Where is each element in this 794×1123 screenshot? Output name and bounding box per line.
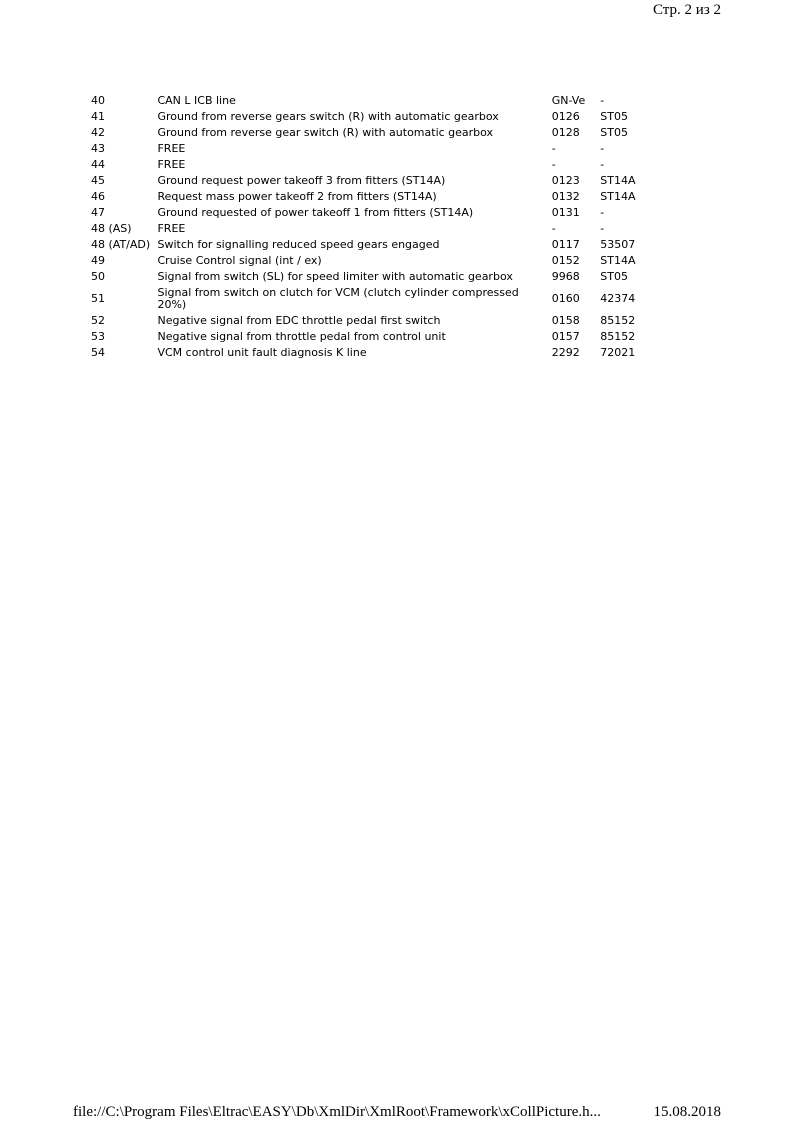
- table-row: [91, 285, 651, 313]
- pin-description: Signal from switch on clutch for VCM (clutch cylinder compressed 20%): [157, 286, 519, 311]
- connector-code: -: [600, 142, 605, 155]
- wire-code: 0117: [551, 238, 580, 251]
- table-row: [91, 205, 651, 221]
- pin-description: Cruise Control signal (int / ex): [157, 254, 322, 267]
- wire-code: 0123: [551, 174, 580, 187]
- connector-code: 85152: [600, 330, 636, 343]
- table-row: [91, 157, 651, 173]
- wire-code: -: [551, 222, 556, 235]
- connector-code: -: [600, 94, 605, 107]
- pin-number: 40: [91, 94, 105, 107]
- pin-number: 51: [91, 292, 105, 305]
- pin-description: Ground requested of power takeoff 1 from fitters (ST14A): [157, 206, 474, 219]
- connector-code: ST05: [600, 126, 628, 139]
- table-row: [91, 237, 651, 253]
- pin-number: 48 (AT/AD): [91, 238, 151, 251]
- connector-code: 53507: [600, 238, 636, 251]
- table-row: [91, 189, 651, 205]
- pin-description: FREE: [157, 222, 186, 235]
- table-row: [91, 173, 651, 189]
- table-row: [91, 313, 651, 329]
- print-date: 15.08.2018: [653, 1104, 721, 1120]
- table-row: [91, 109, 651, 125]
- pin-number: 43: [91, 142, 105, 155]
- pin-number: 46: [91, 190, 105, 203]
- connector-code: -: [600, 206, 605, 219]
- pin-description: VCM control unit fault diagnosis K line: [157, 346, 367, 359]
- wire-code: 0128: [551, 126, 580, 139]
- pin-description: FREE: [157, 158, 186, 171]
- wire-code: -: [551, 142, 556, 155]
- pin-description: Ground request power takeoff 3 from fitters (ST14A): [157, 174, 446, 187]
- connector-code: ST05: [600, 110, 628, 123]
- table-row: [91, 125, 651, 141]
- pin-number: 48 (AS): [91, 222, 132, 235]
- connector-code: ST14A: [600, 254, 636, 267]
- pin-assignment-table: [91, 93, 651, 361]
- table-row: [91, 221, 651, 237]
- pin-table-body: [91, 93, 651, 361]
- pin-description: Signal from switch (SL) for speed limiter with automatic gearbox: [157, 270, 513, 283]
- connector-code: ST14A: [600, 174, 636, 187]
- pin-number: 49: [91, 254, 105, 267]
- wire-code: GN-Ve: [551, 94, 586, 107]
- file-path: file://C:\Program Files\Eltrac\EASY\Db\XmlDir\XmlRoot\Framework\xCollPicture.h...: [73, 1104, 601, 1120]
- wire-code: -: [551, 158, 556, 171]
- connector-code: ST05: [600, 270, 628, 283]
- table-row: [91, 345, 651, 361]
- table-row: [91, 93, 651, 109]
- pin-description: Switch for signalling reduced speed gears engaged: [157, 238, 440, 251]
- connector-code: 42374: [600, 292, 636, 305]
- table-row: [91, 269, 651, 285]
- pin-description: Negative signal from EDC throttle pedal first switch: [157, 314, 441, 327]
- pin-number: 54: [91, 346, 105, 359]
- wire-code: 0132: [551, 190, 580, 203]
- pin-number: 52: [91, 314, 105, 327]
- pin-description: Request mass power takeoff 2 from fitters (ST14A): [157, 190, 437, 203]
- connector-code: 72021: [600, 346, 636, 359]
- connector-code: 85152: [600, 314, 636, 327]
- pin-number: 50: [91, 270, 105, 283]
- pin-number: 44: [91, 158, 105, 171]
- pin-description: Ground from reverse gear switch (R) with automatic gearbox: [157, 126, 494, 139]
- wire-code: 0158: [551, 314, 580, 327]
- pin-description: CAN L ICB line: [157, 94, 236, 107]
- wire-code: 9968: [551, 270, 580, 283]
- wire-code: 2292: [551, 346, 580, 359]
- wire-code: 0126: [551, 110, 580, 123]
- pin-number: 45: [91, 174, 105, 187]
- wire-code: 0160: [551, 292, 580, 305]
- table-row: [91, 253, 651, 269]
- page-indicator: Стр. 2 из 2: [653, 2, 721, 18]
- pin-number: 42: [91, 126, 105, 139]
- pin-number: 53: [91, 330, 105, 343]
- pin-description: Negative signal from throttle pedal from control unit: [157, 330, 446, 343]
- table-row: [91, 141, 651, 157]
- wire-code: 0157: [551, 330, 580, 343]
- wire-code: 0131: [551, 206, 580, 219]
- pin-description: FREE: [157, 142, 186, 155]
- pin-number: 47: [91, 206, 105, 219]
- pin-description: Ground from reverse gears switch (R) with automatic gearbox: [157, 110, 499, 123]
- table-row: [91, 329, 651, 345]
- pin-number: 41: [91, 110, 105, 123]
- connector-code: -: [600, 222, 605, 235]
- connector-code: -: [600, 158, 605, 171]
- wire-code: 0152: [551, 254, 580, 267]
- connector-code: ST14A: [600, 190, 636, 203]
